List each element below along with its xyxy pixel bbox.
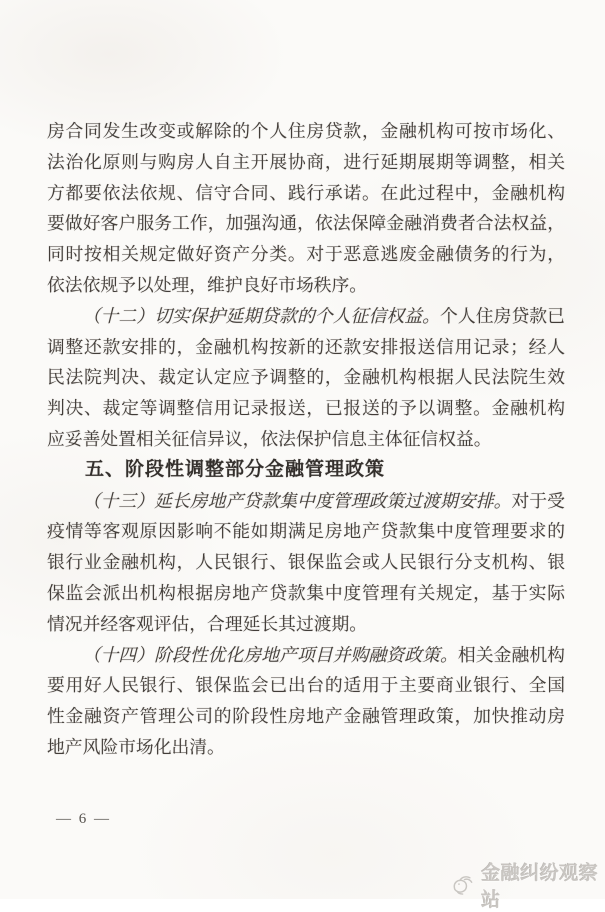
- text-line: [47, 147, 565, 178]
- body-text: 判决、裁定等调整信用记录报送，已报送的予以调整。金融机构: [47, 398, 565, 419]
- body-text: 法治化原则与购房人自主开展协商，进行延期展期等调整，相关: [47, 151, 565, 172]
- body-text: 同时按相关规定做好资产分类。对于恶意逃废金融债务的行为，: [47, 244, 565, 265]
- text-line: [47, 670, 565, 701]
- text-line: [47, 208, 565, 239]
- body-text: 对于受: [511, 490, 565, 511]
- text-line: [47, 116, 565, 147]
- body-text: 调整还款安排的，金融机构按新的还款安排报送信用记录；经人: [47, 336, 565, 357]
- body-text: 应妥善处置相关征信异议，依法保护信息主体征信权益。: [47, 428, 492, 449]
- text-line: [47, 609, 565, 640]
- section-heading: [47, 455, 565, 486]
- body-text: 性金融资产管理公司的阶段性房地产金融管理政策，加快推动房: [47, 706, 565, 727]
- text-line: [47, 270, 565, 301]
- watermark-text: 金融纠纷观察站: [481, 863, 599, 911]
- body-text: 个人住房贷款已: [439, 305, 565, 326]
- text-line: [47, 701, 565, 732]
- text-line: [47, 732, 565, 763]
- body-text: 要用好人民银行、银保监会已出台的适用于主要商业银行、全国: [47, 675, 565, 696]
- body-text: 情况并经客观评估，合理延长其过渡期。: [47, 613, 368, 634]
- body-text: 地产风险市场化出清。: [47, 736, 225, 757]
- body-text: 疫情等客观原因影响不能如期满足房地产贷款集中度管理要求的: [47, 521, 565, 542]
- document-body: [47, 116, 565, 763]
- text-line: [47, 578, 565, 609]
- text-line: [47, 547, 565, 578]
- text-line: [47, 424, 565, 455]
- text-line: [47, 393, 565, 424]
- clause-lead-text: （十二）切实保护延期贷款的个人征信权益。: [82, 305, 440, 326]
- body-text: 保监会派出机构根据房地产贷款集中度管理有关规定，基于实际: [47, 582, 565, 603]
- body-text: 银行业金融机构，人民银行、银保监会或人民银行分支机构、银: [47, 552, 565, 573]
- page-number: — 6 —: [56, 811, 111, 827]
- text-line: [47, 486, 565, 517]
- text-line: [47, 516, 565, 547]
- body-text: 依法依规予以处理，维护良好市场秩序。: [47, 274, 368, 295]
- body-text: 方都要依法依规、信守合同、践行承诺。在此过程中，金融机构: [47, 182, 565, 203]
- text-line: [47, 640, 565, 671]
- text-line: [47, 332, 565, 363]
- clause-lead-text: （十四）阶段性优化房地产项目并购融资政策。: [82, 644, 458, 665]
- body-text: 相关金融机构: [457, 644, 565, 665]
- body-text: 要做好客户服务工作，加强沟通，依法保障金融消费者合法权益，: [47, 213, 565, 234]
- body-text: 民法院判决、裁定认定应予调整的，金融机构根据人民法院生效: [47, 367, 565, 388]
- clause-lead-text: （十三）延长房地产贷款集中度管理政策过渡期安排。: [82, 490, 512, 511]
- text-line: [47, 178, 565, 209]
- text-line: [47, 301, 565, 332]
- body-text: 房合同发生改变或解除的个人住房贷款，金融机构可按市场化、: [47, 121, 565, 141]
- text-line: [47, 239, 565, 270]
- bird-scribble-icon: [449, 870, 476, 900]
- text-line: [47, 362, 565, 393]
- watermark: [449, 858, 605, 912]
- body-text: 五、阶段性调整部分金融管理政策: [85, 458, 386, 480]
